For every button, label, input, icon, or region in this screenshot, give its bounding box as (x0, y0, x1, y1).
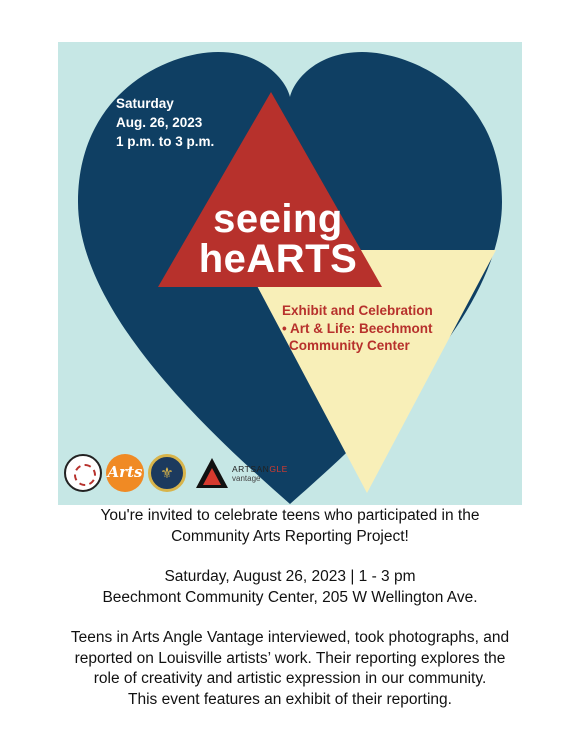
arts-logo-icon (106, 454, 144, 492)
event-description (0, 506, 580, 710)
arts-angle-vantage-logo (194, 456, 288, 490)
time-range: 1 p.m. to 3 p.m. (116, 134, 215, 149)
description-line-3: role of creativity and artistic expression in our community. (93, 670, 487, 687)
fleur-de-lis-icon: ⚜ (160, 465, 174, 482)
exhibit-info (282, 302, 433, 355)
event-date-line: Saturday, August 26, 2023 | 1 - 3 pm (164, 568, 416, 585)
title-line-1: seeing (213, 197, 343, 241)
date-day: Saturday (116, 96, 174, 111)
louisville-seal-icon (148, 454, 186, 492)
poster-title (198, 199, 358, 279)
arts-logo-text: Arts (107, 463, 143, 481)
exhibit-line-3: Community Center (289, 338, 410, 353)
description-line-4: This event features an exhibit of their reporting. (128, 690, 452, 708)
arts-angle-wordmark: ARTSANGLE (232, 463, 288, 474)
arts-angle-triangle-icon (194, 456, 230, 490)
date-full: Aug. 26, 2023 (116, 115, 203, 130)
event-poster (58, 42, 522, 505)
title-line-2: heARTS (198, 237, 358, 281)
invite-line-1: You're invited to celebrate teens who participated in the (100, 507, 480, 524)
description-line-1: Teens in Arts Angle Vantage interviewed, took photographs, and (70, 629, 510, 646)
invite-line-2: Community Arts Reporting Project! (171, 527, 409, 545)
arts-angle-subtitle: vantage (232, 473, 261, 483)
description-line-2: reported on Louisville artists’ work. Their reporting explores the (74, 649, 506, 667)
sponsor-logos (64, 452, 288, 494)
event-date-time (116, 94, 214, 151)
exhibit-line-2: • Art & Life: Beechmont (282, 320, 433, 336)
exhibit-line-1: Exhibit and Celebration (282, 303, 433, 318)
event-location-line: Beechmont Community Center, 205 W Wellington Ave. (102, 588, 478, 606)
seal-logo-icon (64, 454, 102, 492)
